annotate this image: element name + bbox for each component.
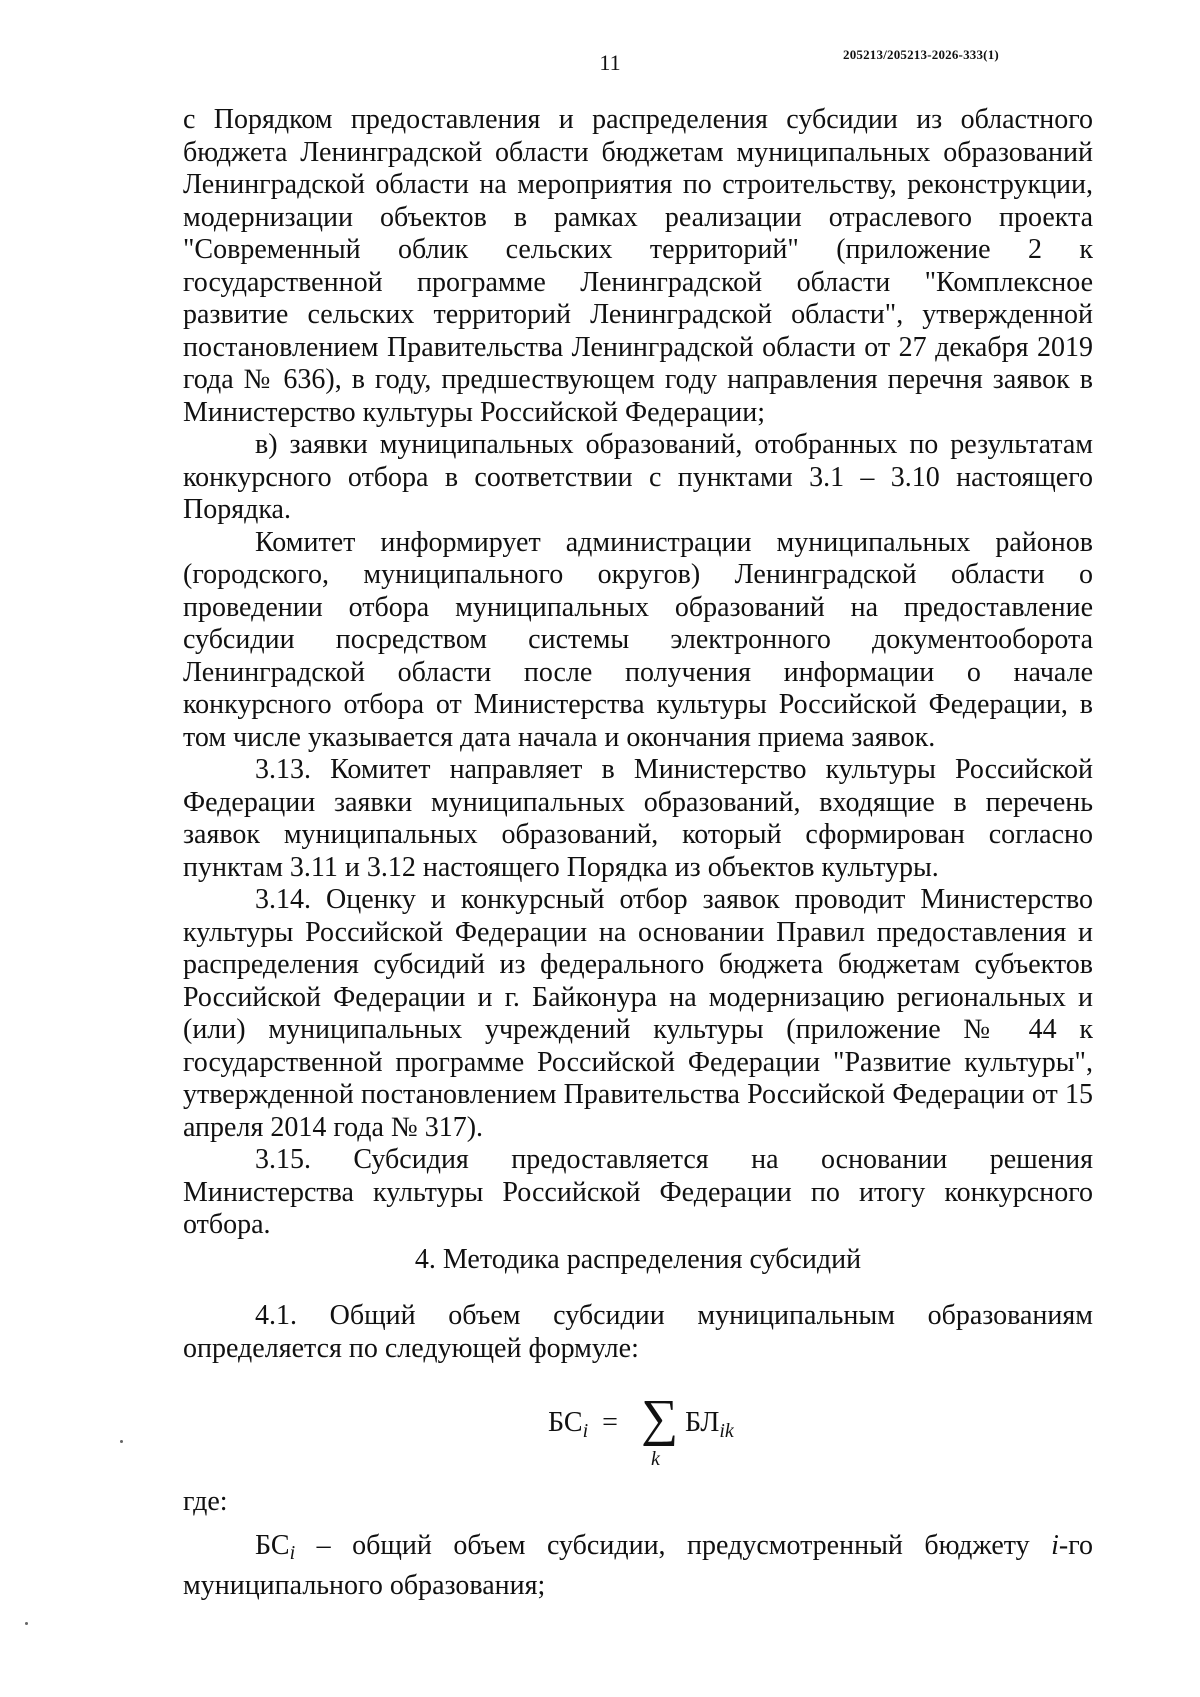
- definition-text: [183, 1530, 1093, 1602]
- formula-rhs: $БЛ_{ik}$: [685, 1407, 734, 1442]
- scan-speck: [25, 1622, 28, 1625]
- document-code: 205213/205213-2026-333(1): [843, 47, 999, 62]
- paragraph-4-1: 4.1. Общий объем субсидии муниципальным образованиям определяется по следующей формуле:: [183, 1300, 1093, 1364]
- paragraph-committee-informs: Комитет информирует администрации муниципальных районов (городского, муниципального округов) Ленинградской области о проведении отбора муниципальных образований на предоставление субсидии посредством системы электронного документооборота Ленинградской области после получения информации о начале конкурсного отбора от Министерства культуры Российской Федерации, в том числе указывается дата начала и окончания приема заявок.: [183, 526, 1093, 753]
- paragraph-continuation: с Порядком предоставления и распределения субсидии из областного бюджета Ленинградской области бюджетам муниципальных образований Ленинградской области на мероприятия по строительству, реконструкции, модернизации объектов в рамках реализации отраслевого проекта "Современный облик сельских территорий" (приложение 2 к государственной программе Ленинградской области "Комплексное развитие сельских территорий Ленинградской области", утвержденной постановлением Правительства Ленинградской области от 27 декабря 2019 года № 636), в году, предшествующем году направления перечня заявок в Министерство культуры Российской Федерации;: [183, 104, 1093, 428]
- sum-index: k: [651, 1448, 660, 1470]
- definition-bs-i: $БС_i$ – общий объем субсидии, предусмотренный бюджету i-го муниципального образования;: [183, 1530, 1093, 1601]
- body-text: [183, 104, 1093, 1242]
- where-label: где:: [183, 1486, 228, 1517]
- formula-lhs: $БС_i$ =: [548, 1407, 618, 1442]
- paragraph-3-15: 3.15. Субсидия предоставляется на основании решения Министерства культуры Российской Федерации по итогу конкурсного отбора.: [183, 1144, 1093, 1240]
- section-text: [183, 1300, 1093, 1365]
- paragraph-item-v: в) заявки муниципальных образований, отобранных по результатам конкурсного отбора в соответствии с пунктами 3.1 – 3.10 настоящего Порядка.: [183, 429, 1093, 525]
- scan-speck: [120, 1440, 123, 1443]
- sum-symbol: ∑: [641, 1390, 679, 1447]
- page-number: 11: [599, 50, 621, 75]
- paragraph-3-13: 3.13. Комитет направляет в Министерство культуры Российской Федерации заявки муниципальных образований, входящие в перечень заявок муниципальных образований, который сформирован согласно пунктам 3.11 и 3.12 настоящего Порядка из объектов культуры.: [183, 754, 1093, 883]
- section-title: 4. Методика распределения субсидий: [414, 1244, 862, 1275]
- paragraph-3-14: 3.14. Оценку и конкурсный отбор заявок проводит Министерство культуры Российской Федерации на основании Правил предоставления и распределения субсидий из федерального бюджета бюджетам субъектов Российской Федерации и г. Байконура на модернизацию региональных и (или) муниципальных учреждений культуры (приложение № 44 к государственной программе Российской Федерации "Развитие культуры", утвержденной постановлением Правительства Российской Федерации от 15 апреля 2014 года № 317).: [183, 884, 1093, 1143]
